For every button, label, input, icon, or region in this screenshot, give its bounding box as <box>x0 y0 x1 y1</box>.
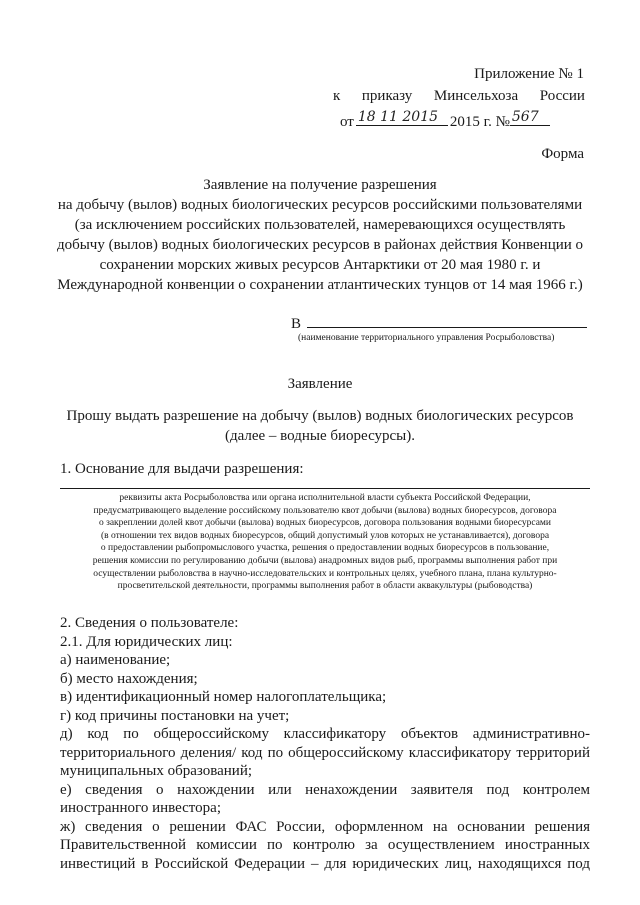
title-line: Заявление на получение разрешения <box>203 177 437 193</box>
request-line: (далее – водные биоресурсы). <box>224 428 416 444</box>
order-date-line <box>340 108 550 131</box>
section2-item-cont: территориального деления/ код по общероссийскому классификатору территорий <box>60 744 590 761</box>
handwritten-date: 18 11 2015 <box>357 109 439 125</box>
addressee-prefix: В <box>291 316 302 332</box>
handwritten-number: 567 <box>511 109 539 125</box>
section2-item-cont: Правительственной комиссии по контролю за осуществлением иностранных <box>60 837 590 853</box>
order-reference <box>333 88 585 105</box>
section2-item: е) сведения о нахождении или ненахождении заявителя под контролем <box>60 781 590 798</box>
statement-heading: Заявление <box>287 376 353 392</box>
document-title <box>40 175 600 295</box>
request-text <box>40 406 600 446</box>
section2-item: г) код причины постановки на учет; <box>60 707 290 724</box>
addressee-line <box>291 313 587 333</box>
order-word: приказу <box>361 88 413 104</box>
order-ministry: Минсельхоза <box>433 88 519 104</box>
appendix-label: Приложение № 1 <box>474 66 584 82</box>
addressee-blank <box>307 313 587 328</box>
title-line: добычу (вылов) водных биологических ресурсов в районах действия Конвенции о <box>56 237 584 253</box>
section2-item: ж) сведения о решении ФАС России, оформленном на основании решения <box>60 818 590 835</box>
date-suffix: 2015 г. № <box>449 114 510 130</box>
addressee-caption: (наименование территориального управления Росрыболовства) <box>298 333 555 343</box>
title-line: Международной конвенции о сохранении атлантических тунцов от 14 мая 1966 г.) <box>57 277 583 293</box>
title-line: на добычу (вылов) водных биологических ресурсов российскими пользователями <box>57 197 583 213</box>
note-line: реквизиты акта Росрыболовства или органа исполнительной власти субъекта Российской Федерации, <box>119 493 531 503</box>
note-line: предусматривающего выделение российскому пользователю квот добычи (вылова) водных биоресурсов, договора <box>93 505 557 516</box>
note-line: о закреплении долей квот добычи (вылова) водных биоресурсов, договора пользования водными биоресурсами <box>98 518 552 529</box>
order-country: России <box>539 88 585 104</box>
section2-item: а) наименование; <box>60 652 171 668</box>
section2-heading: 2. Сведения о пользователе: <box>60 615 239 631</box>
section1-blank-line <box>60 488 590 489</box>
date-prefix: от <box>340 114 354 130</box>
note-line: осуществлении рыболовства в научно-исследовательских и контрольных целях, учебного плана, плана культурно- <box>93 568 557 579</box>
note-line: о предоставлении рыбопромыслового участка, решения о предоставлении водных биоресурсов в пользование, <box>100 543 550 554</box>
request-line: Прошу выдать разрешение на добычу (вылов) водных биологических ресурсов <box>66 408 574 424</box>
section2-item: в) идентификационный номер налогоплательщика; <box>60 689 387 705</box>
section2-item-cont: инвестиций в Российской Федерации – для юридических лиц, находящихся под <box>60 855 590 872</box>
form-label: Форма <box>541 146 584 162</box>
note-line: просветительской деятельности, программы выполнения работ в области аквакультуры (рыбоводства) <box>117 581 533 592</box>
section2-subheading: 2.1. Для юридических лиц: <box>60 633 233 650</box>
section2-body <box>60 614 590 873</box>
section2-item: б) место нахождения; <box>60 670 198 687</box>
section1-heading: 1. Основание для выдачи разрешения: <box>60 461 304 477</box>
title-line: (за исключением российских пользователей, намеревающихся осуществлять <box>74 217 566 233</box>
section2-item: д) код по общероссийскому классификатору объектов административно- <box>60 726 590 742</box>
note-line: решения комиссии по регулированию добычи (вылова) анадромных видов рыб, программы выполнения работ при <box>92 555 558 566</box>
order-k: к <box>333 88 341 104</box>
section2-item-cont: иностранного инвестора; <box>60 800 221 816</box>
section1-note <box>60 492 590 593</box>
title-line: сохранении морских живых ресурсов Антарктики от 20 мая 1980 г. и <box>99 257 541 273</box>
section2-item-cont: муниципальных образований; <box>60 763 253 779</box>
note-line: (в отношении тех видов водных биоресурсов, общий допустимый улов которых не устанавливается), договора <box>100 530 550 541</box>
